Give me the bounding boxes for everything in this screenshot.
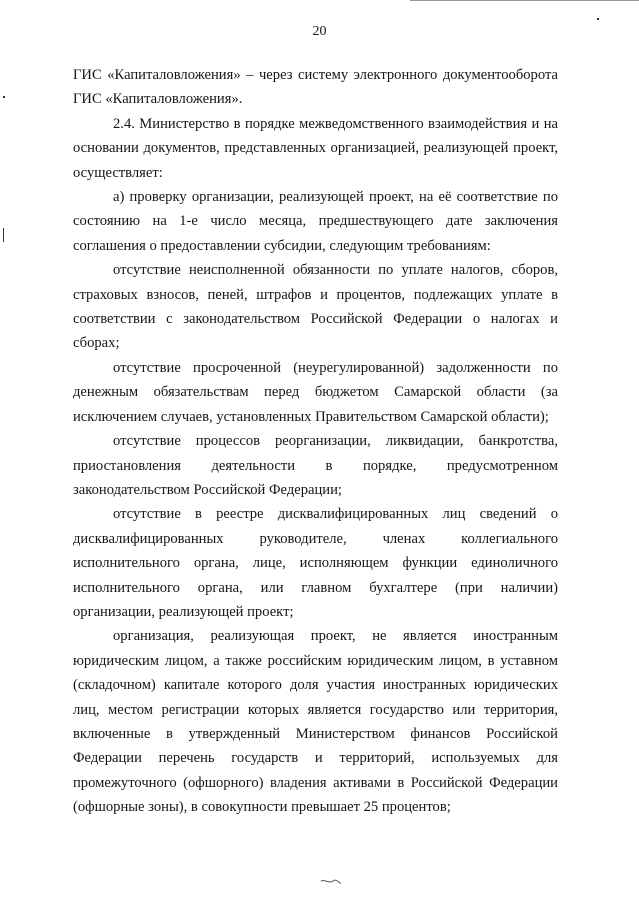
paragraph-requirement-offshore: организация, реализующая проект, не является иностранным юридическим лицом, а также российским юридическим лицом, в уставном (складочном) капитале которого доля участия иностранных юридических лиц, местом регистрации которых является государство или территория, включенные в утвержденный Министерством финансов Российской Федерации перечень государств и территорий, используемых для промежуточного (офшорного) владения активами в Российской Федерации (офшорные зоны), в совокупности превышает 25 процентов; (73, 628, 558, 816)
scan-speck (597, 18, 599, 20)
page-number: 20 (312, 24, 327, 39)
paragraph-requirement-disqualified: отсутствие в реестре дисквалифицированных лиц сведений о дисквалифицированных руководителе, членах коллегиального исполнительного органа, лице, исполняющем функции единоличного исполнительного органа, или главном бухгалтере (при наличии) организации, реализующей проект; (73, 506, 558, 620)
scan-mark (3, 228, 4, 242)
scan-squiggle-mark (320, 878, 342, 886)
document-body (73, 63, 558, 820)
scan-speck (3, 96, 5, 98)
paragraph-requirement-taxes: отсутствие неисполненной обязанности по уплате налогов, сборов, страховых взносов, пеней, штрафов и процентов, подлежащих уплате в соответствии с законодательством Российской Федерации о налогах и сборах; (73, 262, 558, 352)
scan-edge-line (410, 0, 639, 1)
paragraph-requirement-debt: отсутствие просроченной (неурегулированной) задолженности по денежным обязательствам перед бюджетом Самарской области (за исключением случаев, установленных Правительством Самарской области); (73, 359, 558, 425)
paragraph-section-2-4: 2.4. Министерство в порядке межведомственного взаимодействия и на основании документов, представленных организацией, реализующей проект, осуществляет: (73, 115, 558, 181)
paragraph-subitem-a: а) проверку организации, реализующей проект, на её соответствие по состоянию на 1-е число месяца, предшествующего дате заключения соглашения о предоставлении субсидии, следующим требованиям: (73, 189, 558, 254)
paragraph-requirement-reorganization: отсутствие процессов реорганизации, ликвидации, банкротства, приостановления деятельности в порядке, предусмотренном законодательством Российской Федерации; (73, 433, 558, 498)
paragraph-continuation: ГИС «Капиталовложения» – через систему электронного документооборота ГИС «Капиталовложения». (73, 67, 558, 108)
